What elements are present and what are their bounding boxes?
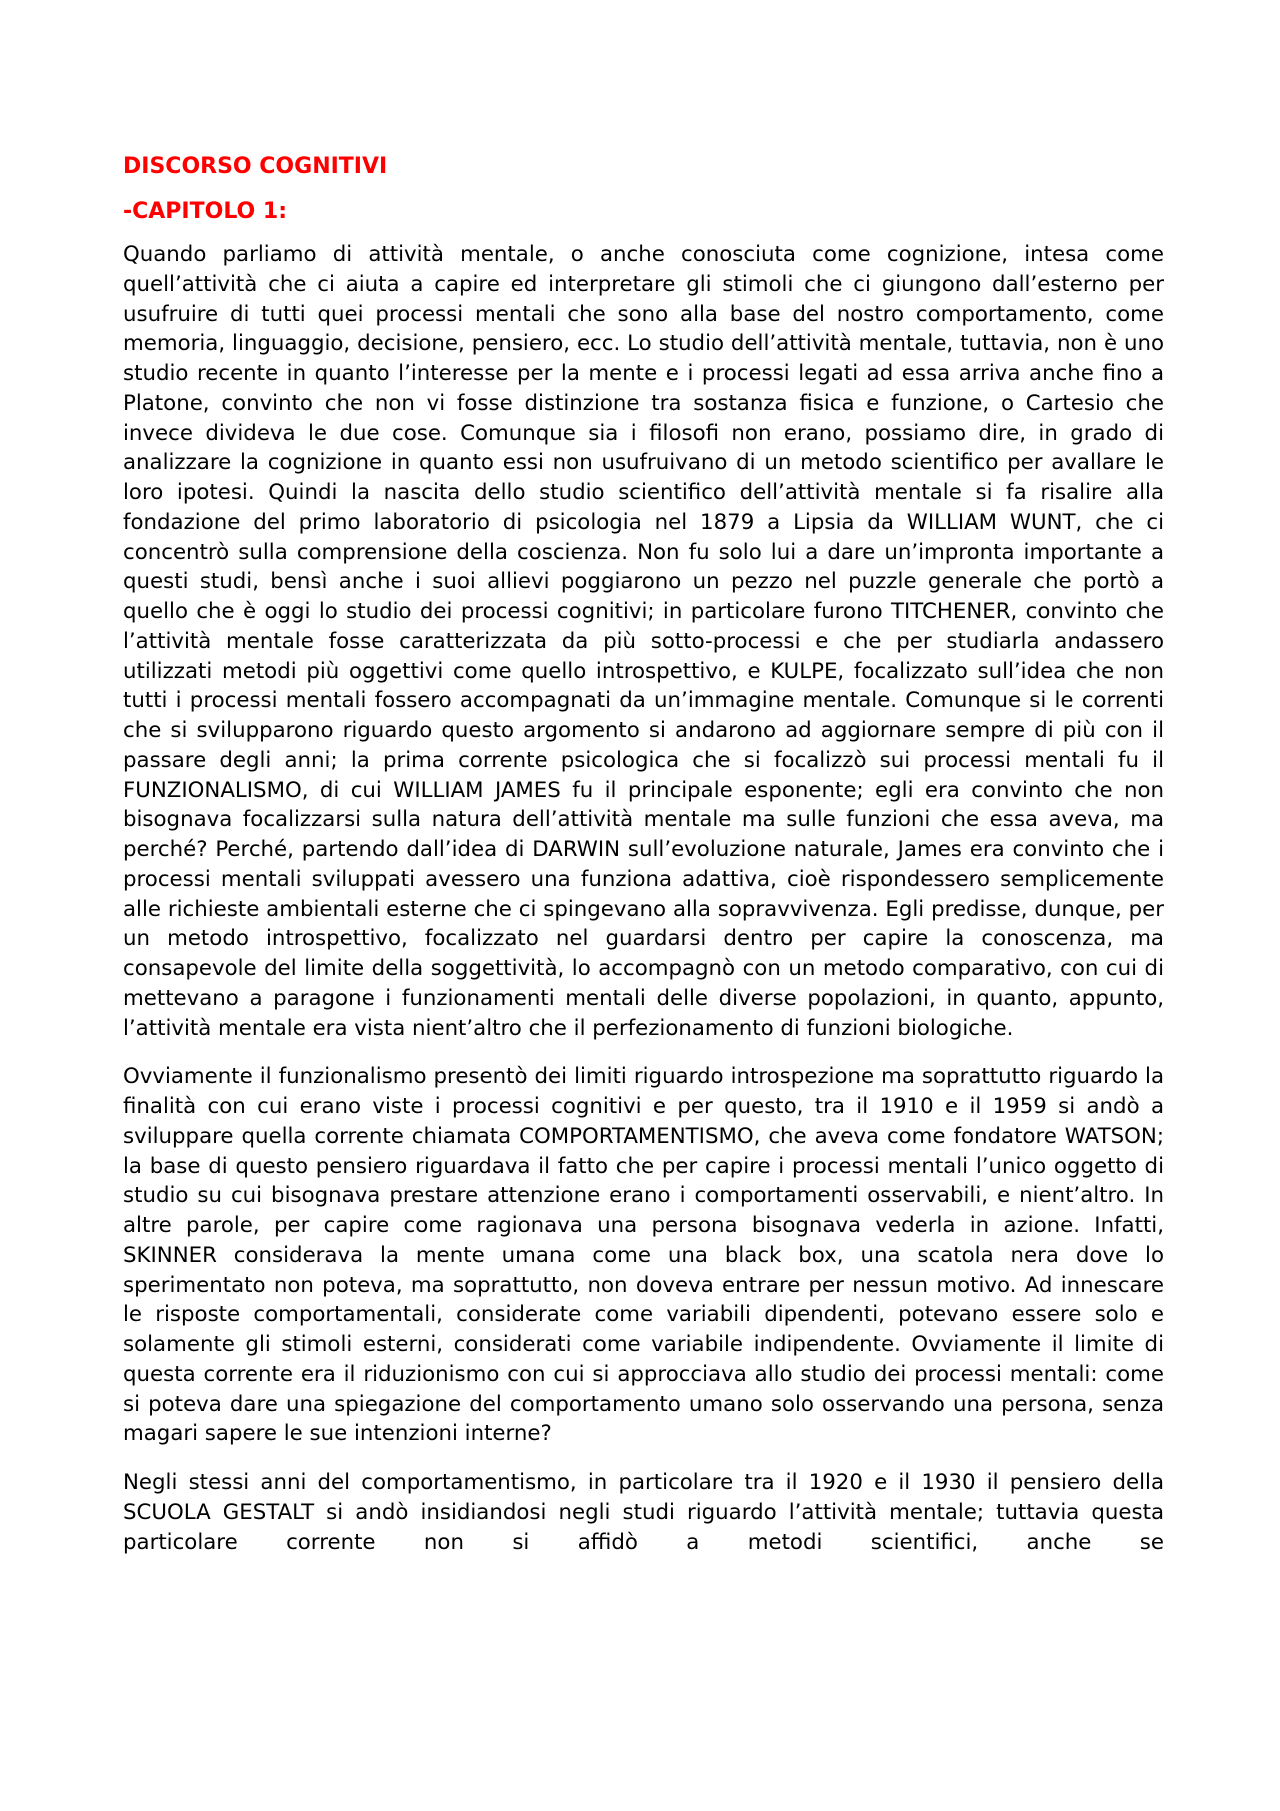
- document-title: DISCORSO COGNITIVI: [123, 154, 388, 179]
- paragraph-2: Ovviamente il funzionalismo presentò dei limiti riguardo introspezione ma soprattutto riguardo la finalità con cui erano viste i processi cognitivi e per questo, tra il 1910 e il 1959 si andò a sviluppare quella corrente chiamata COMPORTAMENTISMO, che aveva come fondatore WATSON; la base di questo pensiero riguardava il fatto che per capire i processi mentali l’unico oggetto di studio su cui bisognava prestare attenzione erano i comportamenti osservabili, e nient’altro. In altre parole, per capire come ragionava una persona bisognava vederla in azione. Infatti, SKINNER considerava la mente umana come una black box, una scatola nera dove lo sperimentato non poteva, ma soprattutto, non doveva entrare per nessun motivo. Ad innescare le risposte comportamentali, considerate come variabili dipendenti, potevano essere solo e solamente gli stimoli esterni, considerati come variabile indipendente. Ovviamente il limite di questa corrente era il riduzionismo con cui si approcciava allo studio dei processi mentali: come si poteva dare una spiegazione del comportamento umano solo osservando una persona, senza magari sapere le sue intenzioni interne?: [123, 1064, 1164, 1447]
- chapter-heading: -CAPITOLO 1:: [123, 199, 288, 224]
- paragraph-3: Negli stessi anni del comportamentismo, in particolare tra il 1920 e il 1930 il pensiero della SCUOLA GESTALT si andò insidiandosi negli studi riguardo l’attività mentale; tuttavia questa particolare corrente non si affidò a metodi scientifici, anche se: [123, 1470, 1164, 1555]
- document-page: [123, 152, 1164, 1576]
- paragraph-1: Quando parliamo di attività mentale, o anche conosciuta come cognizione, intesa come quell’attività che ci aiuta a capire ed interpretare gli stimoli che ci giungono dall’esterno per usufruire di tutti quei processi mentali che sono alla base del nostro comportamento, come memoria, linguaggio, decisione, pensiero, ecc. Lo studio dell’attività mentale, tuttavia, non è uno studio recente in quanto l’interesse per la mente e i processi legati ad essa arriva anche fino a Platone, convinto che non vi fosse distinzione tra sostanza fisica e funzione, o Cartesio che invece divideva le due cose. Comunque sia i filosofi non erano, possiamo dire, in grado di analizzare la cognizione in quanto essi non usufruivano di un metodo scientifico per avallare le loro ipotesi. Quindi la nascita dello studio scientifico dell’attività mentale si fa risalire alla fondazione del primo laboratorio di psicologia nel 1879 a Lipsia da WILLIAM WUNT, che ci concentrò sulla comprensione della coscienza. Non fu solo lui a dare un’impronta importante a questi studi, bensì anche i suoi allievi poggiarono un pezzo nel puzzle generale che portò a quello che è oggi lo studio dei processi cognitivi; in particolare furono TITCHENER, convinto che l’attività mentale fosse caratterizzata da più sotto-processi e che per studiarla andassero utilizzati metodi più oggettivi come quello introspettivo, e KULPE, focalizzato sull’idea che non tutti i processi mentali fossero accompagnati da un’immagine mentale. Comunque si le correnti che si svilupparono riguardo questo argomento si andarono ad aggiornare sempre di più con il passare degli anni; la prima corrente psicologica che si focalizzò sui processi mentali fu il FUNZIONALISMO, di cui WILLIAM JAMES fu il principale esponente; egli era convinto che non bisognava focalizzarsi sulla natura dell’attività mentale ma sulle funzioni che essa aveva, ma perché? Perché, partendo dall’idea di DARWIN sull’evoluzione naturale, James era convinto che i processi mentali sviluppati avessero una funziona adattiva, cioè rispondessero semplicemente alle richieste ambientali esterne che ci spingevano alla sopravvivenza. Egli predisse, dunque, per un metodo introspettivo, focalizzato nel guardarsi dentro per capire la conoscenza, ma consapevole del limite della soggettività, lo accompagnò con un metodo comparativo, con cui di mettevano a paragone i funzionamenti mentali delle diverse popolazioni, in quanto, appunto, l’attività mentale era vista nient’altro che il perfezionamento di funzioni biologiche.: [123, 242, 1164, 1041]
